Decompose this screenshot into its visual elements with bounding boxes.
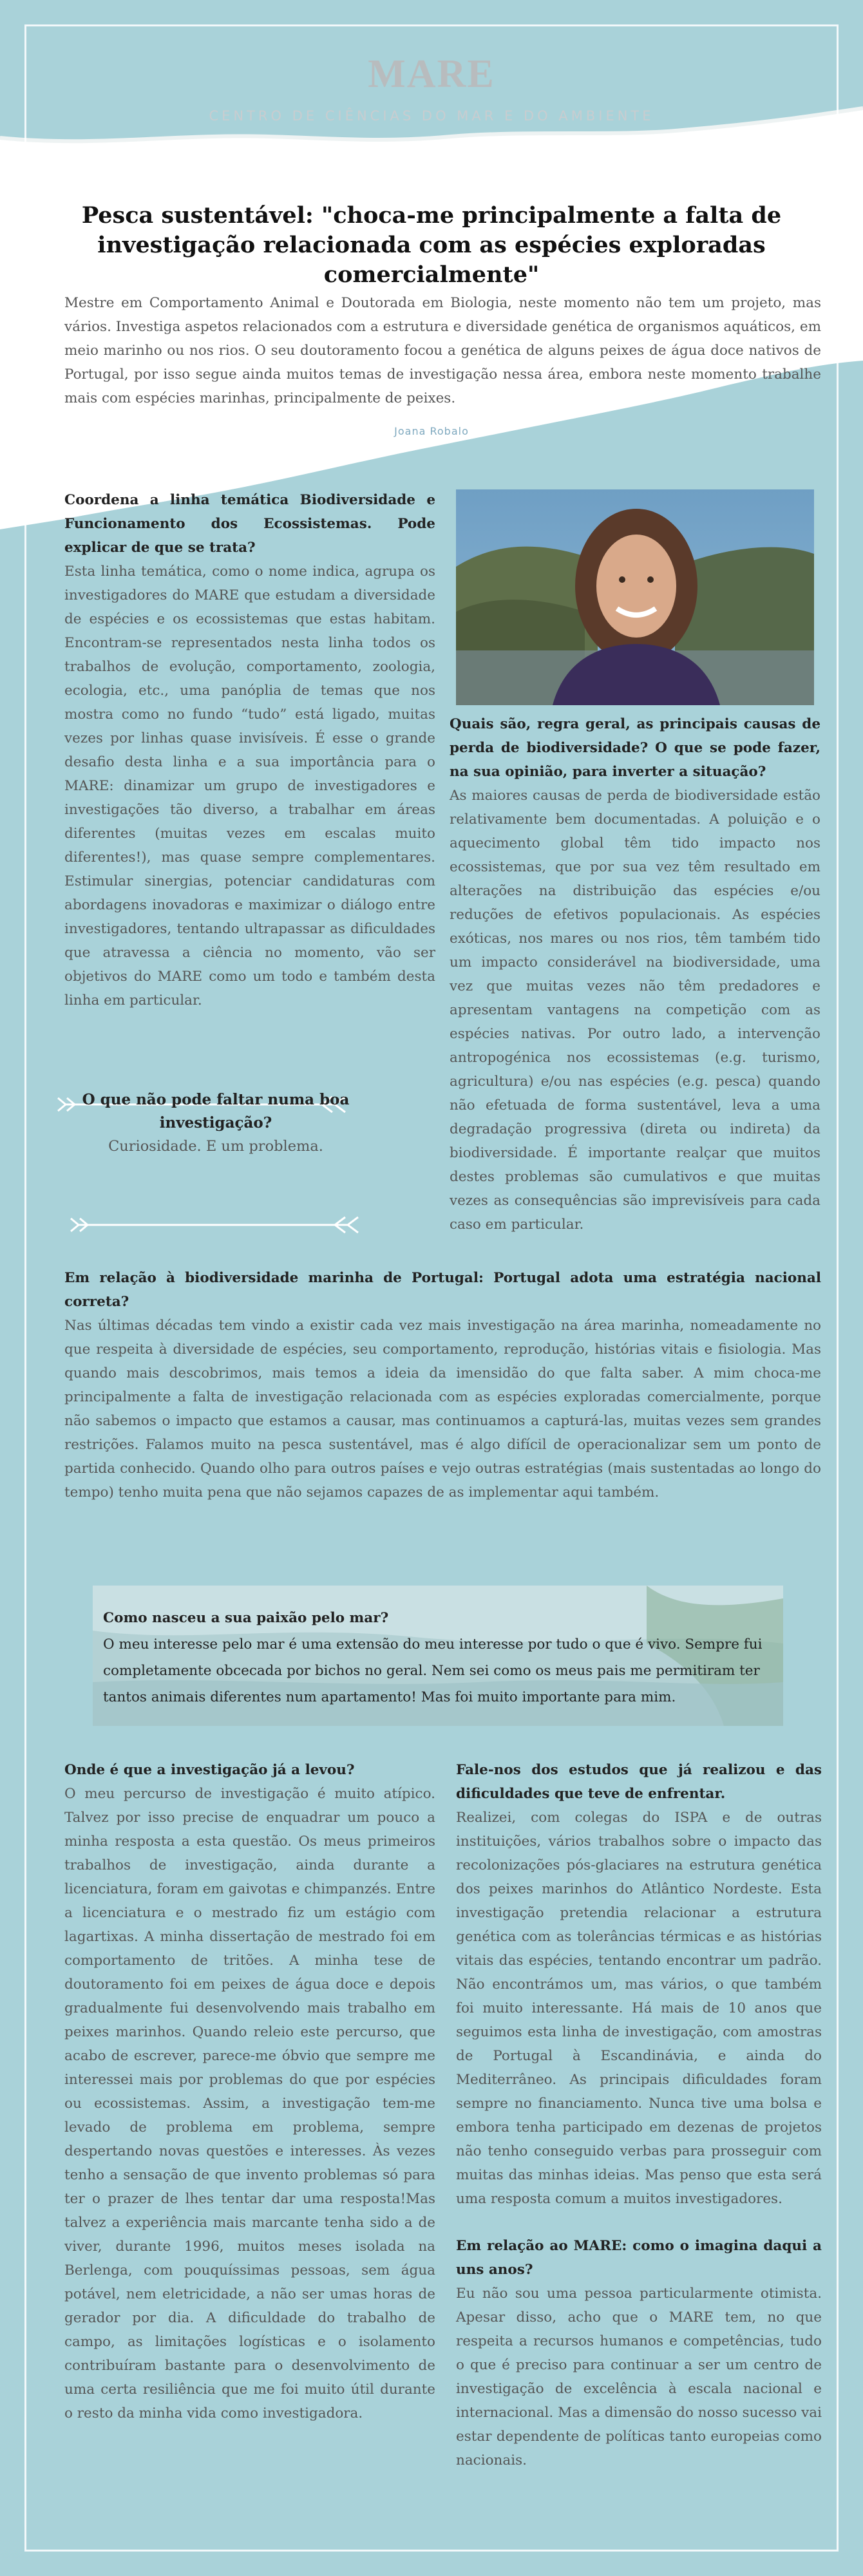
mare-logo: MARE	[368, 52, 495, 96]
portrait-illustration	[456, 489, 814, 705]
section-estudos	[456, 1758, 822, 2472]
answer-estrategia: Nas últimas décadas tem vindo a existir cada vez mais investigação na área marinha, nomeadamente no que respeita à diversidade de espécies, seu comportamento, reprodução, histórias vitais e fisiologia. Mas quando mais descobrimos, mais temos a ideia da imensidão do que falta saber. A mim choca-me principalmente a falta de investigação relacionada com as espécies exploradas comercialmente, porque não sabemos o impacto que estamos a causar, mas continuamos a capturá-las, muitas vezes sem grandes restrições. Falamos muito na pesca sustentável, mas é algo difícil de operacionalizar sem um ponto de partida conhecido. Quando olho para outros países e vejo outras estratégias (mais sustentadas ao longo do tempo) tenho muita pena que não sejamos capazes de as implementar aqui também.	[64, 1318, 821, 1501]
answer-biodiversidade: As maiores causas de perda de biodiversidade estão relativamente bem documentadas. A poluição e o aquecimento global têm tido impacto nos ecossistemas, que por sua vez têm resultado em alterações na distribuição das espécies e/ou reduções de efetivos populacionais. As espécies exóticas, nos mares ou nos rios, têm também tido um impacto considerável na biodiversidade, uma vez que muitas vezes não têm predadores e apresentam vantagens na competição com as espécies nativas. Por outro lado, a intervenção antropogénica nos ecossistemas (e.g. turismo, agricultura) e/ou nas espécies (e.g. pesca) quando não efetuada de forma sustentável, leva a uma degradação progressiva (direta ou indireta) da biodiversidade. É importante realçar que muitos destes problemas são cumulativos e que muitas vezes as consequências são imprevisíveis para cada caso em particular.	[450, 788, 820, 1233]
section-linha-tematica	[64, 488, 435, 1012]
answer-estudos: Realizei, com colegas do ISPA e de outras instituições, vários trabalhos sobre o impacto das recolonizações pós-glaciares na estrutura genética dos peixes marinhos do Atlântico Nordeste. Esta investigação pretendia relacionar a estrutura genética com as tolerâncias térmicas e as histórias vitais das espécies, tentando encontrar um padrão. Não encontrámos um, mas vários, o que também foi muito interessante. Há mais de 10 anos que seguimos esta linha de investigação, com amostras de Portugal à Escandinávia, e ainda do Mediterrâneo. As principais dificuldades foram sempre no financiamento. Nunca tive uma bolsa e embora tenha participado em dezenas de projetos não tenho conseguido verbas para prosseguir com muitas das minhas ideias. Mas penso que esta será uma resposta comum a muitos investigadores.	[456, 1810, 822, 2207]
answer-paixao: O meu interesse pelo mar é uma extensão do meu interesse por tudo o que é vivo. Sempre fui completamente obcecada por bichos no geral. Nem sei como os meus pais me permitiram ter tantos animais diferentes num apartamento! Mas foi muito importante para mim.	[103, 1636, 763, 1705]
pull-quote	[64, 1088, 367, 1158]
highlight-content	[103, 1605, 773, 1710]
question-estudos: Fale-nos dos estudos que já realizou e das dificuldades que teve de enfrentar.	[456, 1762, 822, 1802]
section-percurso	[64, 1758, 435, 2425]
question-biodiversidade: Quais são, regra geral, as principais causas de perda de biodiversidade? O que se pode fazer, na sua opinião, para inverter a situação?	[450, 716, 820, 780]
question-estrategia: Em relação à biodiversidade marinha de Portugal: Portugal adota uma estratégia nacional correta?	[64, 1270, 821, 1310]
question-linha-tematica: Coordena a linha temática Biodiversidade e Funcionamento dos Ecossistemas. Pode explicar de que se trata?	[64, 492, 435, 556]
section-estrategia-nacional	[64, 1266, 821, 1504]
answer-percurso: O meu percurso de investigação é muito atípico. Talvez por isso precise de enquadrar um pouco a minha resposta a esta questão. Os meus primeiros trabalhos de investigação, ainda durante a licenciatura, foram em gaivotas e chimpanzés. Entre a licenciatura e o mestrado fiz um estágio com lagartixas. A minha dissertação de mestrado foi em comportamento de tritões. A minha tese de doutoramento foi em peixes de água doce e depois gradualmente fui desenvolvendo mais trabalho em peixes marinhos. Quando releio este percurso, que acabo de escrever, parece-me óbvio que sempre me interessei mais por problemas do que por espécies ou ecossistemas. Assim, a investigação tem-me levado de problema em problema, sempre despertando novas questões e interesses. Às vezes tenho a sensação de que invento problemas só para ter o prazer de lhes tentar dar uma resposta!Mas talvez a experiência mais marcante tenha sido a de viver, durante 1996, muitos meses isolada na Berlenga, com pouquíssimas pessoas, sem água potável, nem eletricidade, a não ser umas horas de gerador por dia. A dificuldade do trabalho de campo, as limitações logísticas e o isolamento contribuíram bastante para o desenvolvimento de uma certa resiliência que me foi muito útil durante o resto da minha vida como investigadora.	[64, 1786, 435, 2421]
answer-futuro-mare: Eu não sou uma pessoa particularmente otimista. Apesar disso, acho que o MARE tem, no que respeita a recursos humanos e competências, tudo o que é preciso para continuar a ser um centro de investigação de excelência à escala nacional e internacional. Mas a dimensão do nosso sucesso vai estar dependente de políticas tanto europeias como nacionais.	[456, 2286, 822, 2468]
author-name: Joana Robalo	[394, 425, 469, 437]
highlight-box	[93, 1586, 783, 1726]
logo-subtitle: CENTRO DE CIÊNCIAS DO MAR E DO AMBIENTE	[209, 108, 654, 124]
article-title: Pesca sustentável: "choca-me principalmente a falta de investigação relacionada com as espécies exploradas comercialmente"	[81, 202, 782, 288]
arrow-bottom-icon	[71, 1217, 358, 1233]
question-paixao: Como nasceu a sua paixão pelo mar?	[103, 1610, 389, 1626]
portrait-photo	[456, 489, 814, 705]
question-percurso: Onde é que a investigação já a levou?	[64, 1762, 355, 1778]
pull-quote-question: O que não pode faltar numa boa investigação?	[82, 1091, 350, 1132]
answer-linha-tematica: Esta linha temática, como o nome indica, agrupa os investigadores do MARE que estudam a diversidade de espécies e os ecossistemas que estas habitam. Encontram-se representados nesta linha todos os trabalhos de evolução, comportamento, zoologia, ecologia, etc., uma panóplia de temas que nos mostra como no fundo “tudo” está ligado, muitas vezes por linhas quase invisíveis. É esse o grande desafio desta linha e a sua importância para o MARE: dinamizar um grupo de investigadores e investigações tão diverso, a trabalhar em áreas diferentes (muitas vezes em escalas muito diferentes!), mas quase sempre complementares. Estimular sinergias, potenciar candidaturas com abordagens inovadoras e maximizar o diálogo entre investigadores, tentando ultrapassar as dificuldades que atravessa a ciência no momento, vão ser objetivos do MARE como um todo e também desta linha em particular.	[64, 564, 435, 1009]
section-biodiversidade	[450, 712, 820, 1236]
article-intro: Mestre em Comportamento Animal e Doutorada em Biologia, neste momento não tem um projeto, mas vários. Investiga aspetos relacionados com a estrutura e diversidade genética de organismos aquáticos, em meio marinho ou nos rios. O seu doutoramento focou a genética de alguns peixes de água doce nativos de Portugal, por isso segue ainda muitos temas de investigação nessa área, embora neste momento trabalhe mais com espécies marinhas, principalmente de peixes.	[64, 295, 821, 406]
pull-quote-answer: Curiosidade. E um problema.	[108, 1138, 323, 1155]
question-futuro-mare: Em relação ao MARE: como o imagina daqui a uns anos?	[456, 2238, 822, 2278]
